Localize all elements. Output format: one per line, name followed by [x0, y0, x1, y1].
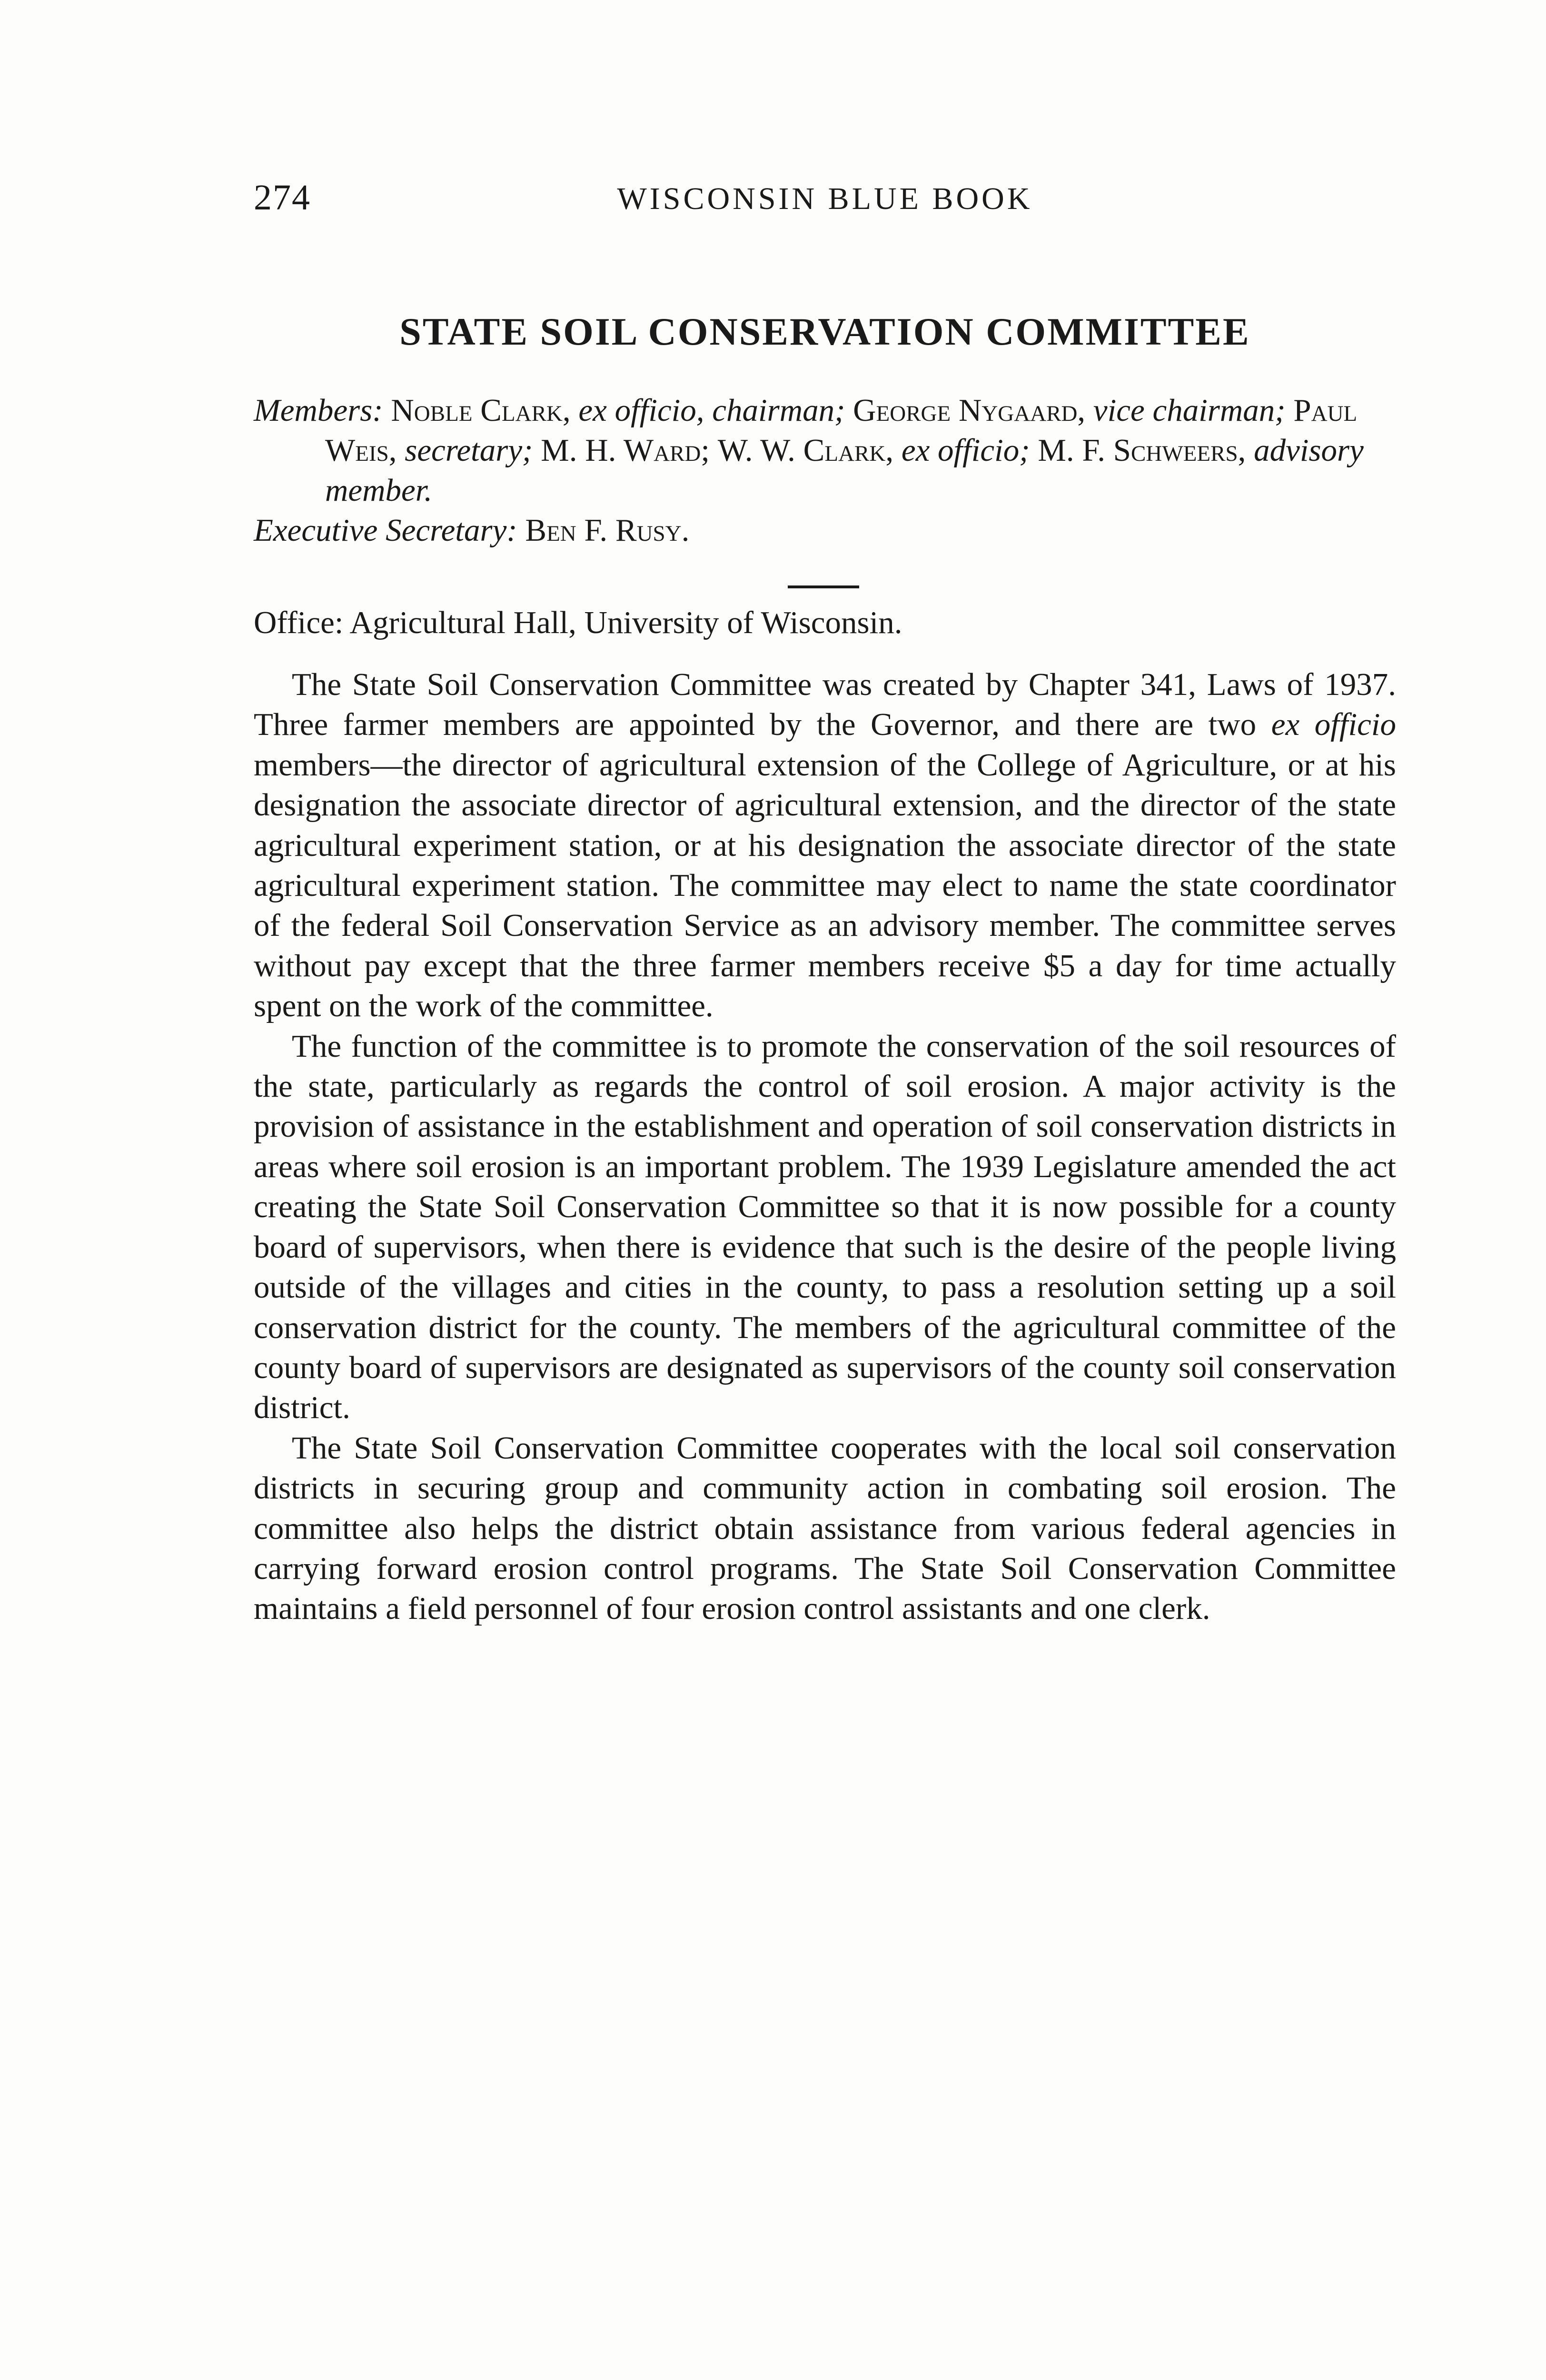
member-role: ex officio, chairman;	[578, 393, 845, 428]
page-header	[254, 177, 1396, 229]
office-line: Office: Agricultural Hall, University of Wisconsin.	[254, 605, 902, 640]
member-role: vice chairman;	[1093, 393, 1286, 428]
member-name: W. W. Clark	[717, 433, 886, 468]
executive-secretary-line	[254, 510, 1396, 550]
page-number: 274	[254, 178, 311, 218]
member-role: secretary;	[405, 433, 533, 468]
paragraph-creation	[254, 664, 1396, 1026]
member-name: Noble Clark	[391, 393, 563, 428]
paragraph-function: The function of the committee is to promote the conservation of the soil resources of the state, particularly as regards the control of soil erosion. A major activity is the provision of assistance in the establishment and operation of soil conservation districts in areas where soil erosion is an important problem. The 1939 Legislature amended the act creating the State Soil Conservation Committee so that it is now possible for a county board of supervisors, when there is evidence that such is the desire of the people living outside of the villages and cities in the county, to pass a resolution setting up a soil conservation district for the county. The members of the agricultural committee of the county board of supervisors are designated as supervisors of the county soil conservation district.	[254, 1028, 1396, 1426]
executive-secretary-label: Executive Secretary:	[254, 513, 517, 548]
members-label: Members:	[254, 393, 383, 428]
member-name: George Nygaard	[853, 393, 1078, 428]
section-title: STATE SOIL CONSERVATION COMMITTEE	[399, 310, 1250, 353]
executive-secretary-name: Ben F. Rusy.	[525, 513, 690, 548]
paragraph-cooperation: The State Soil Conservation Committee cooperates with the local soil conservation districts in securing group and community action in combating soil erosion. The committee also helps the district obtain assistance from various federal agencies in carrying forward erosion control programs. The State Soil Conservation Committee maintains a field personnel of four erosion control assistants and one clerk.	[254, 1430, 1396, 1626]
member-name: M. F. Schweers	[1038, 433, 1238, 468]
member-role: advisory member.	[325, 433, 1364, 508]
paragraph-text: The State Soil Conservation Committee was created by Chapter 341, Laws of 1937. Three farmer members are appointed by the Governor, and there are two	[254, 667, 1396, 743]
paragraph-text: members—the director of agricultural extension of the College of Agriculture, or at his designation the associate director of agricultural extension, and the director of the state agricultural experiment station, or at his designation the associate director of the state agricultural experiment station. The committee may elect to name the state coordinator of the federal Soil Conservation Service as an advisory member. The committee serves without pay except that the three farmer members receive $5 a day for time actually spent on the work of the committee.	[254, 747, 1396, 1024]
member-name: M. H. Ward	[541, 433, 701, 468]
members-block	[254, 390, 1396, 550]
member-name: Paul Weis	[325, 393, 1358, 468]
emphasis-text: ex officio	[1271, 707, 1396, 743]
body-text	[254, 664, 1396, 1629]
members-paragraph: Members: Noble Clark, ex officio, chairman; George Nygaard, vice chairman; Paul Weis, secretary; M. H. Ward; W. W. Clark, ex officio; M. F. Schweers, advisory member.	[254, 393, 1364, 508]
divider-rule	[788, 585, 859, 588]
member-role: ex officio;	[901, 433, 1030, 468]
running-head: WISCONSIN BLUE BOOK	[617, 181, 1033, 216]
